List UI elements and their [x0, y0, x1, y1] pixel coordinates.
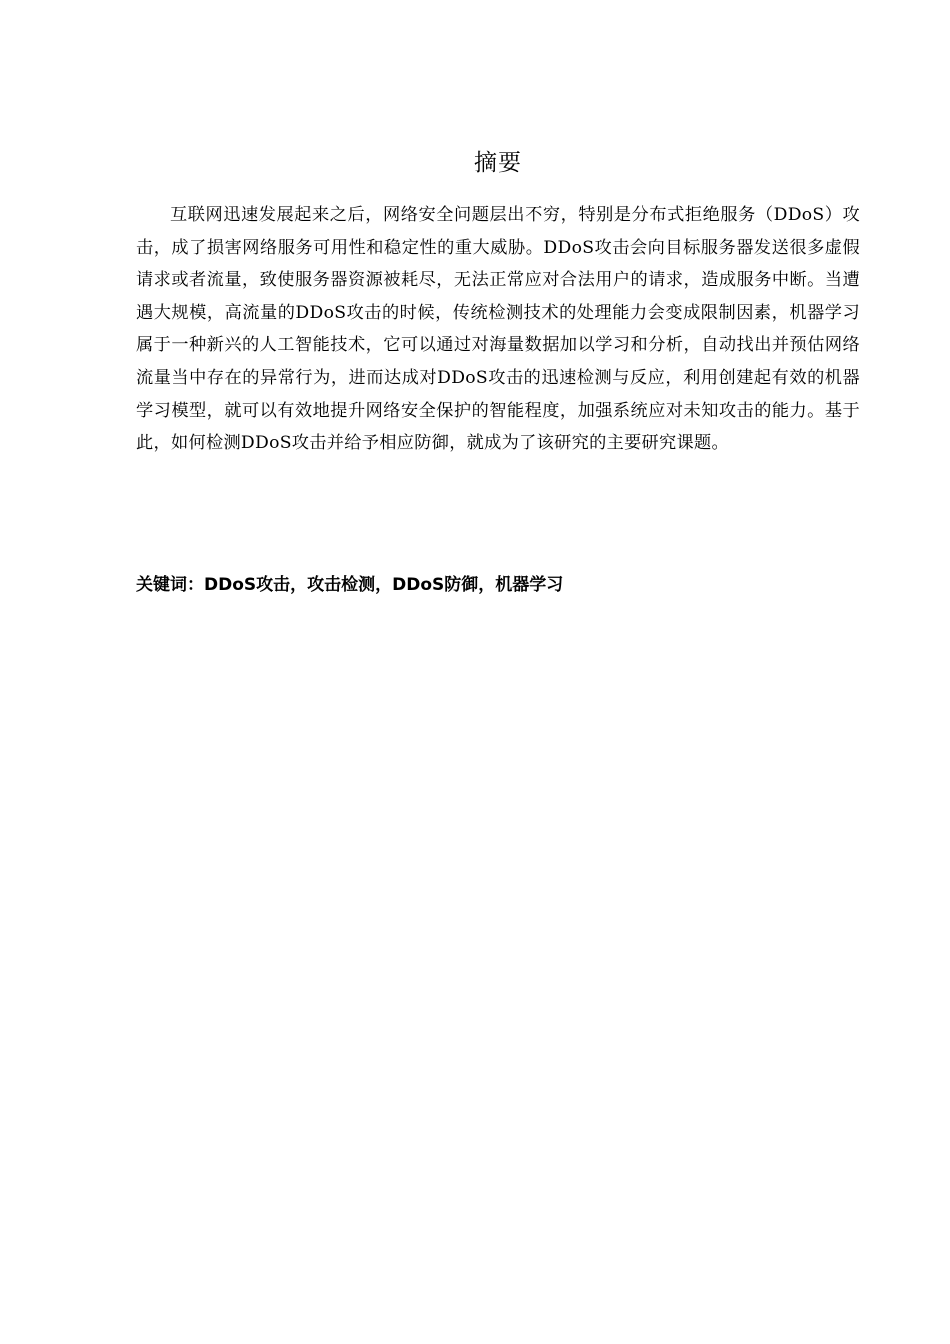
page-title: 摘要 [474, 150, 522, 176]
abstract-paragraph: 互联网迅速发展起来之后，网络安全问题层出不穷，特别是分布式拒绝服务（DDoS）攻击，成了损害网络服务可用性和稳定性的重大威胁。DDoS攻击会向目标服务器发送很多虚假请求或者流量，致使服务器资源被耗尽，无法正常应对合法用户的请求，造成服务中断。当遭遇大规模，高流量的DDoS攻击的时候，传统检测技术的处理能力会变成限制因素，机器学习属于一种新兴的人工智能技术，它可以通过对海量数据加以学习和分析，自动找出并预估网络流量当中存在的异常行为，进而达成对DDoS攻击的迅速检测与反应，利用创建起有效的机器学习模型，就可以有效地提升网络安全保护的智能程度，加强系统应对未知攻击的能力。基于此，如何检测DDoS攻击并给予相应防御，就成为了该研究的主要研究课题。 [136, 205, 860, 454]
keywords-line: 关键词：DDoS攻击，攻击检测，DDoS防御，机器学习 [136, 575, 564, 595]
